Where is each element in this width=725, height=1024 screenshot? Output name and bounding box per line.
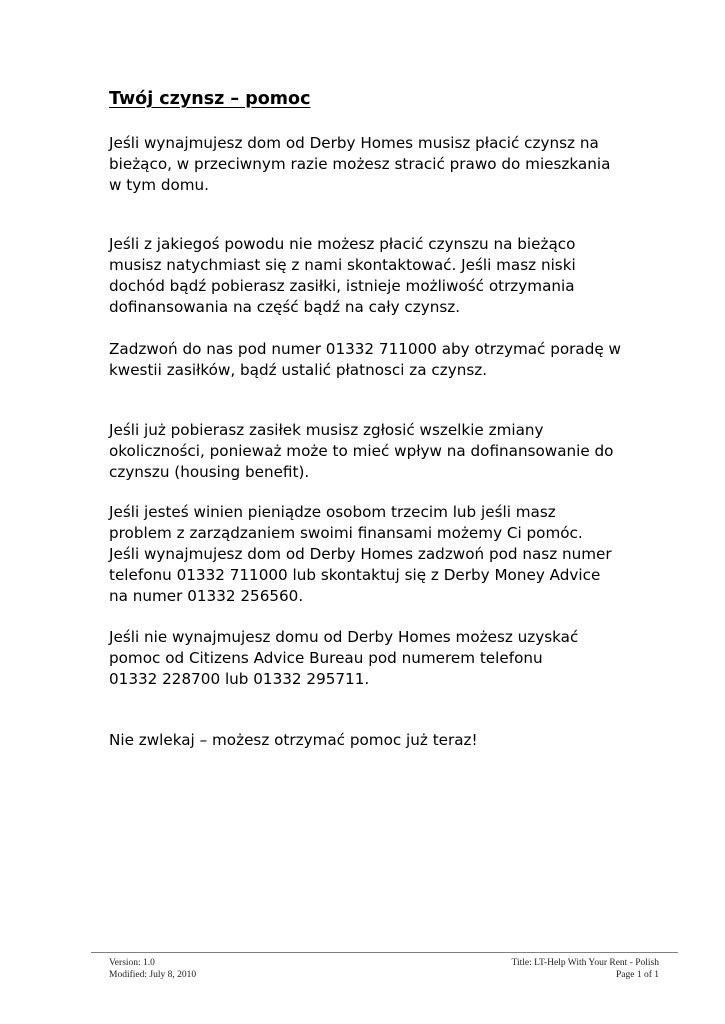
paragraph-dont-delay <box>109 730 669 751</box>
footer-doc-title: Title: LT-Help With Your Rent - Polish <box>511 958 659 968</box>
text-line: Jeśli wynajmujesz dom od Derby Homes zadzwoń pod nasz numer <box>109 545 612 563</box>
text-line: Zadzwoń do nas pod numer 01332 711000 aby otrzymać poradę w <box>109 340 621 358</box>
text-line: na numer 01332 256560. <box>109 587 304 605</box>
text-line: telefonu 01332 711000 lub skontaktuj się z Derby Money Advice <box>109 566 601 584</box>
text-line: musisz natychmiast się z nami skontaktować. Jeśli masz niski <box>109 256 576 274</box>
text-line: Jeśli nie wynajmujesz domu od Derby Homes możesz uzyskać <box>109 628 579 646</box>
text-line: problem z zarządzaniem swoimi finansami możemy Ci pomóc. <box>109 524 583 542</box>
text-line: dofinansowania na część bądź na cały czynsz. <box>109 298 461 316</box>
text-line: Jeśli jesteś winien pieniądze osobom trzecim lub jeśli masz <box>109 503 556 521</box>
text-line: czynszu (housing benefit). <box>109 463 310 481</box>
paragraph-citizens-advice <box>109 627 669 690</box>
text-line: okoliczności, ponieważ może to mieć wpływ na dofinansowanie do <box>109 442 614 460</box>
paragraph-report-changes <box>109 420 669 483</box>
text-line: Jeśli już pobierasz zasiłek musisz zgłosić wszelkie zmiany <box>109 421 544 439</box>
text-line: pomoc od Citizens Advice Bureau pod numerem telefonu <box>109 649 543 667</box>
footer-left <box>109 957 196 981</box>
document-title: Twój czynsz – pomoc <box>109 89 311 109</box>
paragraph-contact-us <box>109 234 669 318</box>
text-line: kwestii zasiłków, bądź ustalić płatnosci za czynsz. <box>109 361 488 379</box>
text-line: w tym domu. <box>109 176 209 194</box>
footer-divider <box>91 952 678 953</box>
text-line: 01332 228700 lub 01332 295711. <box>109 670 370 688</box>
footer-version: Version: 1.0 <box>109 958 155 968</box>
paragraph-rent-obligation <box>109 133 669 196</box>
footer-right <box>511 957 659 981</box>
text-line: Jeśli wynajmujesz dom od Derby Homes musisz płacić czynsz na <box>109 134 599 152</box>
paragraph-money-advice <box>109 502 669 607</box>
text-line: Nie zwlekaj – możesz otrzymać pomoc już teraz! <box>109 731 478 749</box>
paragraph-call-us <box>109 339 669 381</box>
text-line: Jeśli z jakiegoś powodu nie możesz płacić czynszu na bieżąco <box>109 235 576 253</box>
footer-page-number: Page 1 of 1 <box>615 970 659 980</box>
footer-modified: Modified: July 8, 2010 <box>109 970 197 980</box>
text-line: dochód bądź pobierasz zasiłki, istnieje możliwość otrzymania <box>109 277 575 295</box>
text-line: bieżąco, w przeciwnym razie możesz stracić prawo do mieszkania <box>109 155 611 173</box>
